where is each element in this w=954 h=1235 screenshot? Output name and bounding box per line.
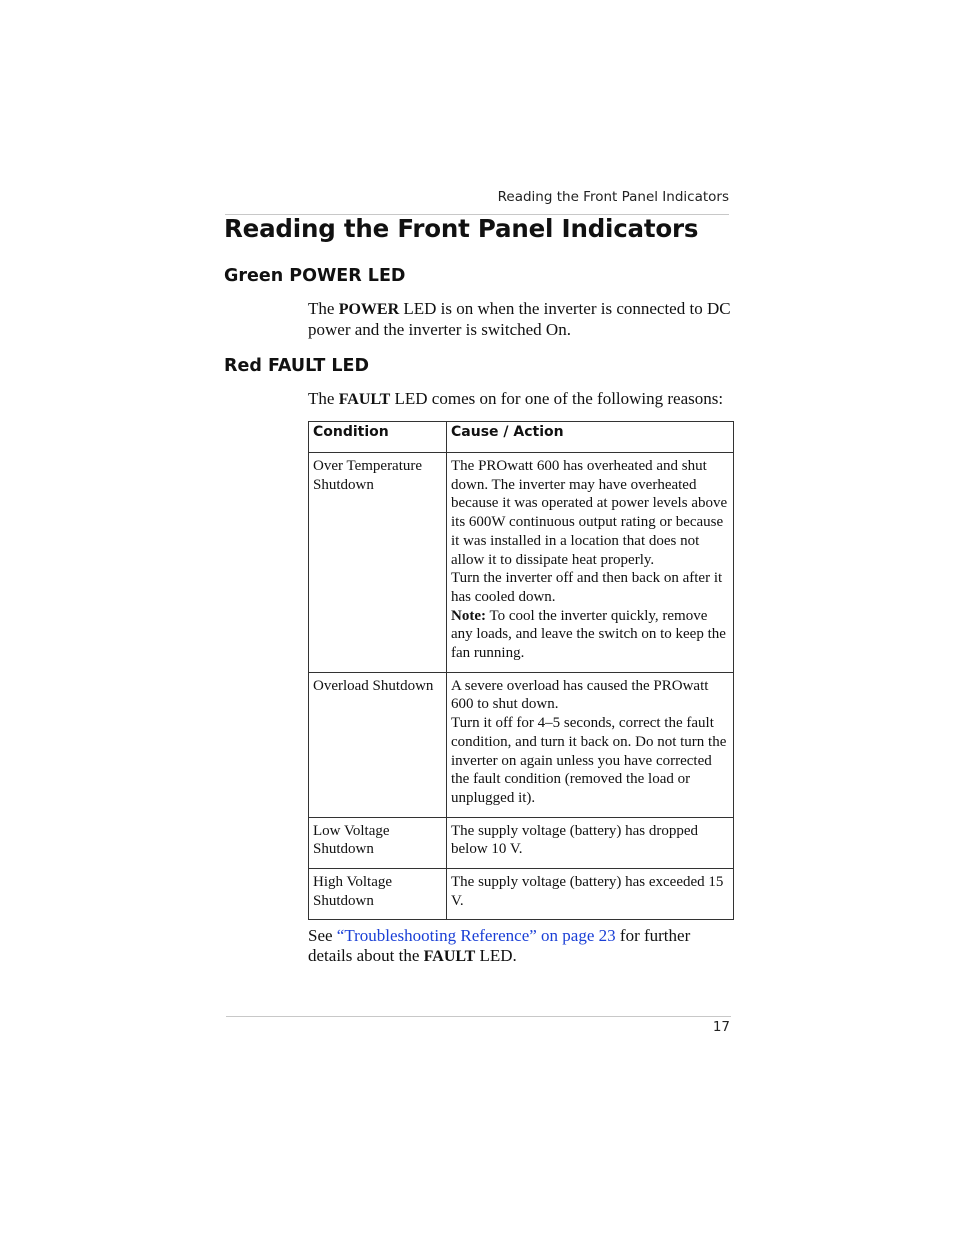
cause-action-cell	[447, 453, 734, 673]
column-header-cause-action: Cause / Action	[447, 422, 734, 453]
note-body: To cool the inverter quickly, remove any loads, and leave the switch on to keep the fan running.	[451, 607, 726, 662]
cause-action-cell	[447, 672, 734, 817]
power-led-description	[308, 299, 733, 340]
running-header: Reading the Front Panel Indicators	[497, 189, 729, 205]
see-fault-led-term: FAULT	[423, 948, 476, 965]
cause-action-cell	[447, 817, 734, 868]
fault-conditions-table	[308, 421, 734, 920]
troubleshooting-reference-link[interactable]: “Troubleshooting Reference” on page 23	[336, 926, 616, 945]
table-row	[309, 672, 734, 817]
see-also-paragraph	[308, 926, 733, 967]
action-text: Turn the inverter off and then back on after it has cooled down.	[451, 570, 723, 605]
power-text-end: LED is on when the inverter is connected to DC power and the inverter is switched On.	[308, 299, 731, 339]
see-text-middle: for further details about the	[308, 926, 691, 965]
cause-text: The supply voltage (battery) has dropped below 10 V.	[451, 822, 699, 858]
power-text-start: The	[308, 299, 339, 318]
cause-text: A severe overload has caused the PROwatt 600 to shut down.	[451, 677, 709, 713]
fault-led-term: FAULT	[338, 391, 391, 408]
action-text: Turn it off for 4–5 seconds, correct the fault condition, and turn it back on. Do not turn the inverter on again unless you have corrected the fault condition (removed the load or unplugged it).	[451, 715, 727, 806]
see-text-start: See	[308, 926, 337, 945]
section-heading-green-power-led: Green POWER LED	[224, 266, 406, 286]
cause-text: The supply voltage (battery) has exceeded 15 V.	[451, 874, 724, 909]
table-row	[309, 817, 734, 868]
condition-cell: High Voltage Shutdown	[309, 869, 447, 920]
cause-action-cell	[447, 869, 734, 920]
table-row	[309, 453, 734, 673]
table-header-row	[309, 422, 734, 453]
page-title: Reading the Front Panel Indicators	[224, 214, 699, 243]
note-text	[451, 607, 729, 663]
condition-cell: Over Temperature Shutdown	[309, 453, 447, 673]
fault-text-end: LED comes on for one of the following reasons:	[390, 389, 724, 408]
fault-text-start: The	[308, 389, 339, 408]
table-row	[309, 869, 734, 920]
see-text-end: LED.	[475, 946, 517, 965]
note-label: Note:	[451, 607, 486, 624]
power-led-term: POWER	[338, 301, 400, 318]
fault-led-intro	[308, 389, 733, 410]
column-header-condition: Condition	[309, 422, 447, 453]
footer-divider	[226, 1016, 731, 1017]
cause-text: The PROwatt 600 has overheated and shut down. The inverter may have overheated because it was operated at power levels above its 600W continuous output rating or because it was installed in a location that does not allow it to dissipate heat properly.	[451, 458, 728, 568]
section-heading-red-fault-led: Red FAULT LED	[224, 356, 370, 376]
condition-cell: Overload Shutdown	[309, 672, 447, 817]
page-number: 17	[712, 1019, 730, 1035]
condition-cell: Low Voltage Shutdown	[309, 817, 447, 868]
